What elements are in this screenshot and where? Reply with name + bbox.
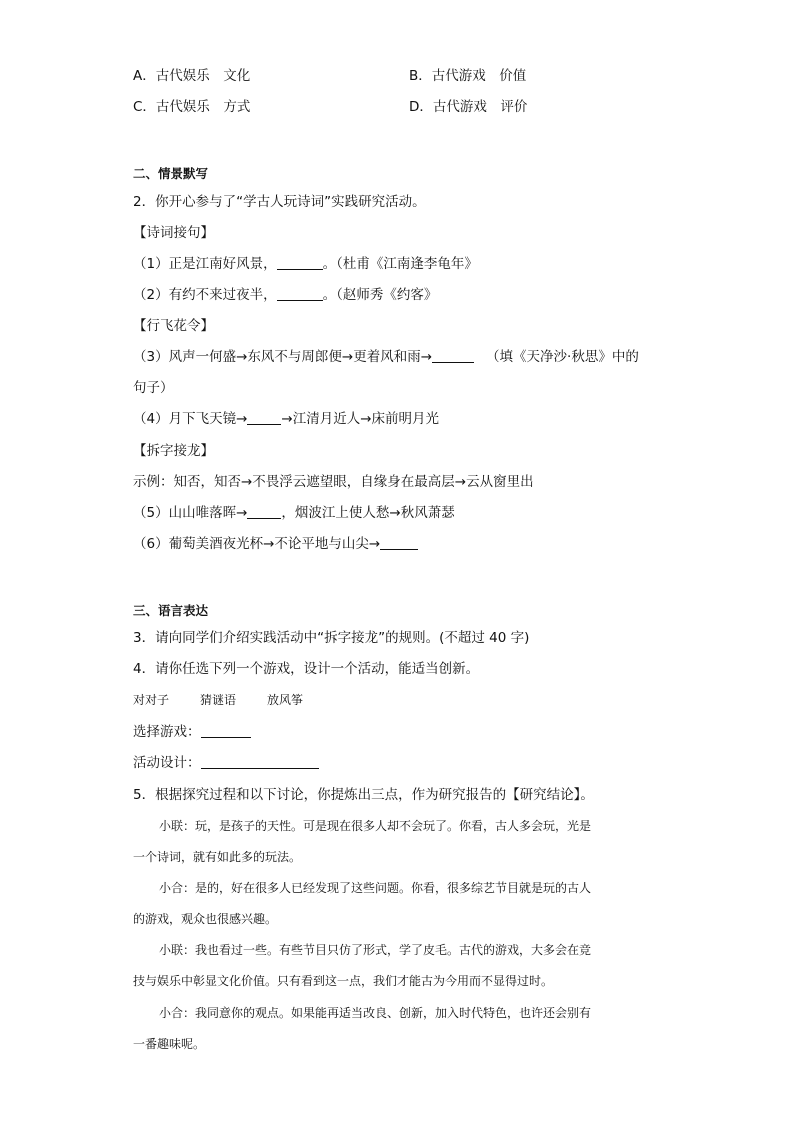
item-2-prompt: （2）有约不来过夜半， — [133, 287, 277, 303]
choose-game-label: 选择游戏： — [133, 724, 201, 740]
answer-blank-3[interactable] — [432, 348, 474, 363]
dialogue-2-line-1: 小合：是的，好在很多人已经发现了这些问题。你看，很多综艺节目就是玩的古人 — [159, 881, 592, 895]
dialogue-3-line-2: 技与娱乐中彰显文化价值。只有看到这一点，我们才能古为今用而不显得过时。 — [133, 974, 554, 988]
item-6-prompt: （6）葡萄美酒夜光杯→不论平地与山尖→ — [133, 536, 381, 552]
section-heading-2: 二、情景默写 — [133, 166, 209, 181]
item-1-source: 。（杜甫《江南逢李龟年》 — [322, 256, 478, 272]
subheading-flying-flower: 【行飞花令】 — [133, 318, 214, 334]
section-heading-3: 三、语言表达 — [133, 603, 209, 618]
example-line: 示例：知否，知否→不畏浮云遮望眼，自缘身在最高层→云从窗里出 — [133, 474, 534, 490]
option-a[interactable]: A．古代娱乐 文化 — [133, 68, 251, 84]
item-4-rest: →江清月近人→床前明月光 — [281, 411, 440, 427]
activity-design-blank[interactable] — [201, 754, 319, 769]
question-3: 3．请向同学们介绍实践活动中“拆字接龙”的规则。(不超过 40 字) — [133, 630, 530, 646]
item-2-source: 。（赵师秀《约客》 — [322, 287, 438, 303]
game-option-3: 放风筝 — [267, 693, 304, 707]
answer-blank-5[interactable] — [247, 504, 281, 519]
item-5 — [133, 504, 455, 522]
option-c[interactable]: C．古代娱乐 方式 — [133, 99, 251, 115]
option-d[interactable]: D．古代游戏 评价 — [409, 99, 528, 115]
item-4 — [133, 410, 439, 428]
question-4: 4．请你任选下列一个游戏，设计一个活动，能适当创新。 — [133, 661, 480, 677]
game-options — [133, 691, 303, 709]
game-option-1: 对对子 — [133, 693, 170, 707]
item-3-instruction: （填《天净沙·秋思》中的 — [486, 349, 639, 365]
question-2: 2．你开心参与了“学古人玩诗词”实践研究活动。 — [133, 194, 426, 210]
choose-game-blank[interactable] — [201, 723, 251, 738]
dialogue-1-line-1: 小联：玩，是孩子的天性。可是现在很多人却不会玩了。你看，古人多会玩，光是 — [159, 819, 592, 833]
question-5: 5．根据探究过程和以下讨论，你提炼出三点，作为研究报告的【研究结论】。 — [133, 787, 594, 803]
answer-blank-6[interactable] — [380, 535, 418, 550]
item-4-prompt: （4）月下飞天镜→ — [133, 411, 248, 427]
item-1 — [133, 255, 478, 273]
item-1-prompt: （1）正是江南好风景， — [133, 256, 277, 272]
dialogue-2-line-2: 的游戏，观众也很感兴趣。 — [133, 912, 278, 926]
answer-blank-4[interactable] — [247, 410, 281, 425]
activity-design-label: 活动设计： — [133, 755, 201, 771]
item-3-continued: 句子） — [133, 380, 174, 396]
answer-blank-2[interactable] — [277, 286, 323, 301]
item-5-rest: ，烟波江上使人愁→秋风萧瑟 — [281, 505, 455, 521]
choose-game-row — [133, 723, 251, 741]
game-option-2: 猜谜语 — [200, 693, 237, 707]
answer-blank-1[interactable] — [277, 255, 323, 270]
dialogue-4-line-2: 一番趣味呢。 — [133, 1037, 206, 1051]
item-6 — [133, 535, 418, 553]
subheading-split-character: 【拆字接龙】 — [133, 443, 214, 459]
activity-design-row — [133, 754, 319, 772]
item-3-prompt: （3）风声一何盛→东风不与周郎便→更着风和雨→ — [133, 349, 433, 365]
dialogue-3-line-1: 小联：我也看过一些。有些节目只仿了形式，学了皮毛。古代的游戏，大多会在竞 — [159, 943, 592, 957]
subheading-poem-continue: 【诗词接句】 — [133, 225, 214, 241]
item-5-prompt: （5）山山唯落晖→ — [133, 505, 248, 521]
option-b[interactable]: B．古代游戏 价值 — [409, 68, 527, 84]
dialogue-1-line-2: 一个诗词，就有如此多的玩法。 — [133, 850, 302, 864]
item-2 — [133, 286, 437, 304]
dialogue-4-line-1: 小合：我同意你的观点。如果能再适当改良、创新，加入时代特色，也许还会别有 — [159, 1006, 592, 1020]
item-3 — [133, 348, 639, 366]
